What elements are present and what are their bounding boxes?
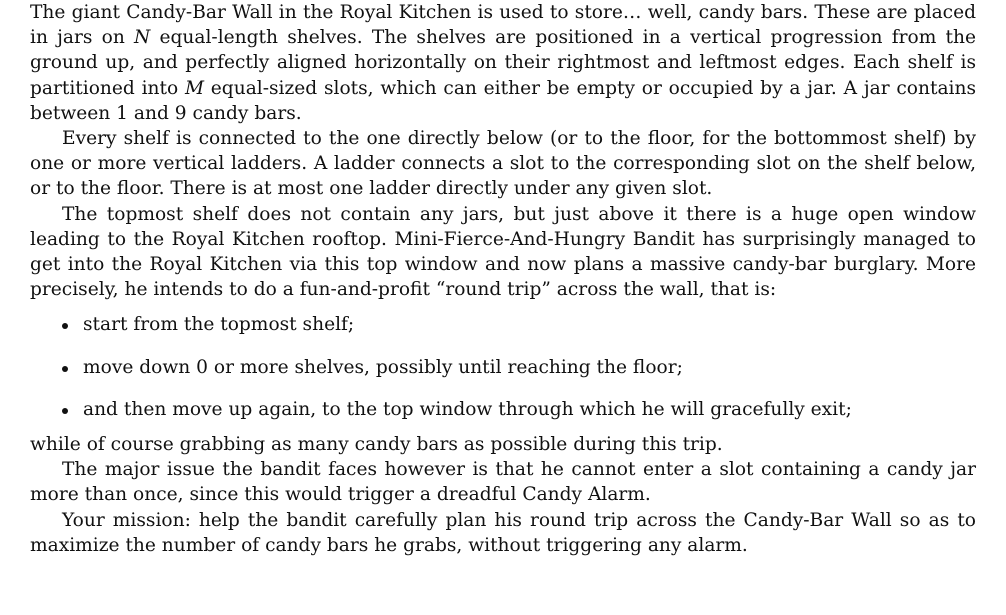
paragraph-alarm: The major issue the bandit faces however is that he cannot enter a slot containing a candy jar more than once, since this would trigger a dreadful Candy Alarm. — [30, 459, 976, 506]
list-item: start from the topmost shelf; — [83, 312, 976, 337]
paragraph-grab: while of course grabbing as many candy bars as possible during this trip. — [30, 434, 723, 456]
paragraph-bandit: The topmost shelf does not contain any jars, but just above it there is a huge open window leading to the Royal Kitchen rooftop. Mini-Fierce-And-Hungry Bandit has surprisingly managed to get into the Royal Kitchen via this top window and now plans a massive candy-bar burglary. More precisely, he intends to do a fun-and-profit “round trip” across the wall, that is: — [30, 203, 976, 301]
variable-n: N — [134, 27, 151, 49]
list-item: and then move up again, to the top window through which he will gracefully exit; — [83, 397, 976, 422]
paragraph-mission: Your mission: help the bandit carefully plan his round trip across the Candy-Bar Wall so as to maximize the number of candy bars he grabs, without triggering any alarm. — [30, 509, 976, 556]
intro-text-1: The giant Candy-Bar Wall in the Royal Kitchen is used to store… well, candy bars. These are placed in jars on — [30, 2, 976, 49]
paragraph-intro — [30, 0, 976, 126]
paragraph-ladders: Every shelf is connected to the one directly below (or to the floor, for the bottommost shelf) by one or more vertical ladders. A ladder connects a slot to the corresponding slot on the shelf below, or to the floor. There is at most one ladder directly under any given slot. — [30, 128, 976, 200]
list-item: move down 0 or more shelves, possibly until reaching the floor; — [83, 355, 976, 380]
intro-text-3: equal-sized slots, which can either be empty or occupied by a jar. A jar contains between 1 and 9 candy bars. — [30, 77, 976, 124]
intro-text-2: equal-length shelves. The shelves are positioned in a vertical progression from the ground up, and perfectly aligned horizontally on their rightmost and leftmost edges. Each shelf is partitioned into — [30, 27, 976, 99]
problem-statement — [30, 0, 976, 558]
variable-m: M — [184, 77, 205, 99]
round-trip-list — [30, 312, 976, 422]
